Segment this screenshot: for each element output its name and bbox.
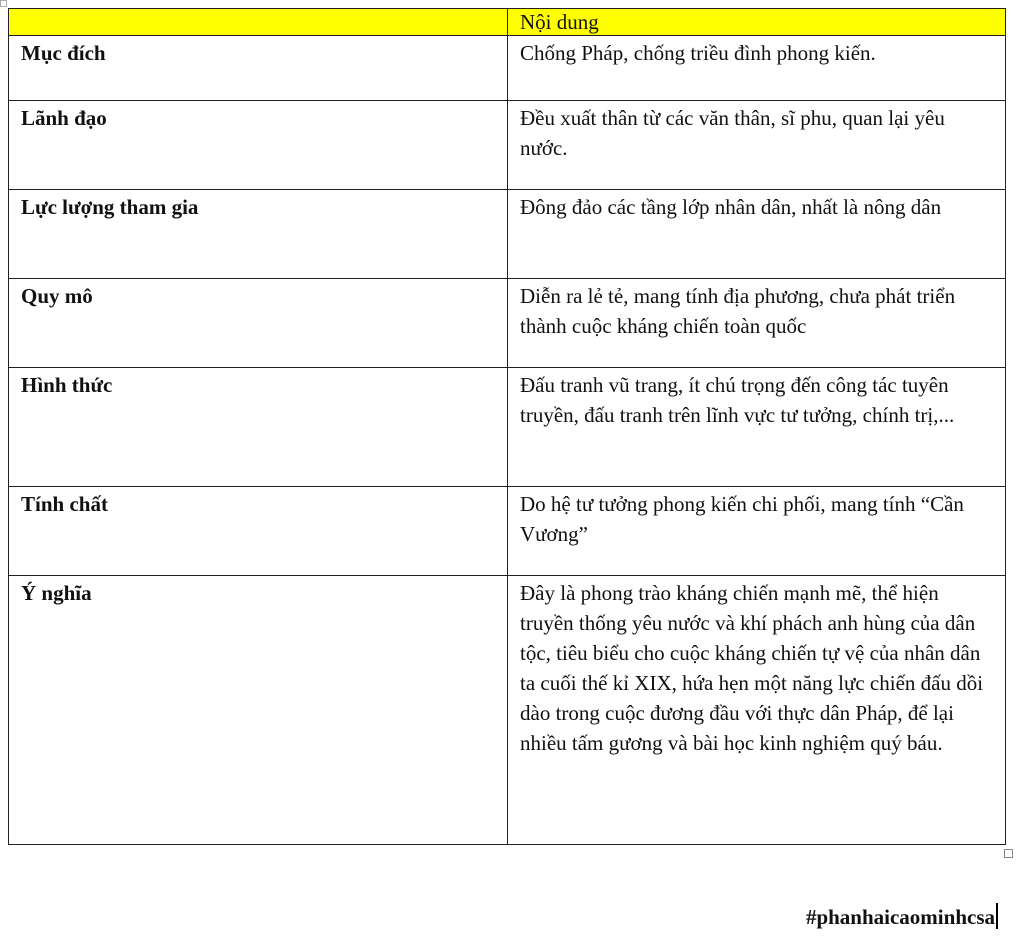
- table-header-row: [9, 9, 1006, 36]
- row-content-tinh-chat[interactable]: Do hệ tư tưởng phong kiến chi phối, mang tính “Cần Vương”: [508, 487, 1006, 576]
- row-content-quy-mo[interactable]: Diễn ra lẻ tẻ, mang tính địa phương, chưa phát triển thành cuộc kháng chiến toàn quốc: [508, 279, 1006, 368]
- table-row: [9, 101, 1006, 190]
- table-row: [9, 576, 1006, 845]
- row-content-hinh-thuc[interactable]: Đấu tranh vũ trang, ít chú trọng đến công tác tuyên truyền, đấu tranh trên lĩnh vực tư tưởng, chính trị,...: [508, 368, 1006, 487]
- hashtag-line[interactable]: [806, 902, 998, 932]
- header-cell-content[interactable]: Nội dung: [508, 9, 1006, 36]
- row-label-tinh-chat[interactable]: Tính chất: [9, 487, 508, 576]
- row-content-muc-dich[interactable]: Chống Pháp, chống triều đình phong kiến.: [508, 36, 1006, 101]
- text-cursor: [996, 903, 998, 929]
- table-row: [9, 487, 1006, 576]
- row-label-lanh-dao[interactable]: Lãnh đạo: [9, 101, 508, 190]
- content-table: [8, 8, 1006, 845]
- row-label-luc-luong[interactable]: Lực lượng tham gia: [9, 190, 508, 279]
- table-resize-handle[interactable]: [1004, 849, 1013, 858]
- row-label-hinh-thuc[interactable]: Hình thức: [9, 368, 508, 487]
- row-label-y-nghia[interactable]: Ý nghĩa: [9, 576, 508, 845]
- table-row: [9, 368, 1006, 487]
- row-label-muc-dich[interactable]: Mục đích: [9, 36, 508, 101]
- row-content-luc-luong[interactable]: Đông đảo các tầng lớp nhân dân, nhất là nông dân: [508, 190, 1006, 279]
- row-content-y-nghia[interactable]: Đây là phong trào kháng chiến mạnh mẽ, thể hiện truyền thống yêu nước và khí phách anh hùng của dân tộc, tiêu biểu cho cuộc kháng chiến tự vệ của nhân dân ta cuối thế kỉ XIX, hứa hẹn một năng lực chiến đấu dồi dào trong cuộc đương đầu với thực dân Pháp, để lại nhiều tấm gương và bài học kinh nghiệm quý báu.: [508, 576, 1006, 845]
- table-row: [9, 36, 1006, 101]
- hashtag-text: #phanhaicaominhcsa: [805, 905, 995, 929]
- table-row: [9, 190, 1006, 279]
- table-move-handle[interactable]: [0, 0, 7, 7]
- row-content-lanh-dao[interactable]: Đều xuất thân từ các văn thân, sĩ phu, quan lại yêu nước.: [508, 101, 1006, 190]
- row-label-quy-mo[interactable]: Quy mô: [9, 279, 508, 368]
- table-row: [9, 279, 1006, 368]
- header-cell-empty[interactable]: [9, 9, 508, 36]
